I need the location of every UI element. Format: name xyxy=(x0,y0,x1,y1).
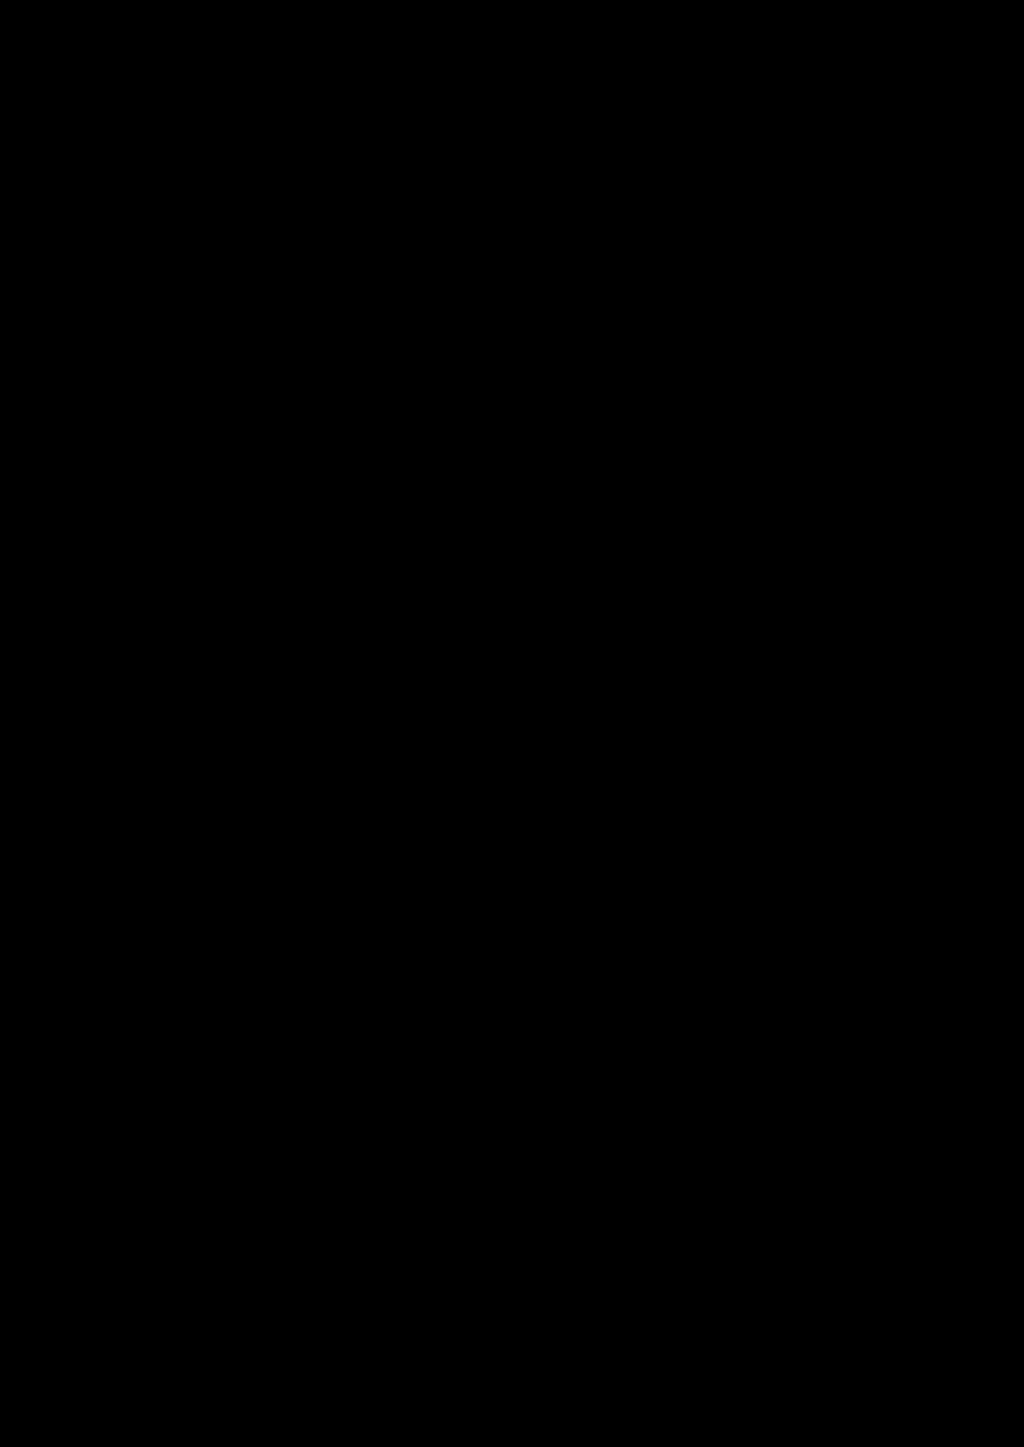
document-list xyxy=(189,127,939,1143)
list-item-4 xyxy=(189,466,939,576)
list-item-body xyxy=(224,127,939,182)
list-item-number: 8) xyxy=(189,823,202,840)
list-item-body xyxy=(224,466,939,576)
list-item-body xyxy=(224,322,939,450)
list-item-10 xyxy=(189,946,939,1019)
list-item-text: Oświadczenie Wykonawcy o braku wydania prawomocnego wyroku sądu skazującego za wykroczenie na karę ograniczenia wolności lub grzywny w zakresie określonym przez Zamawiającego na podstawie art. 24 ust. 5 pkt 5 i 6 ustawy; xyxy=(224,752,939,806)
list-item-text: Oświadczenie Wykonawcy o braku orzeczenia wobec niego tytułem środka zapobiegawczego zakazu ubiegania się o zamówienia publiczne; xyxy=(224,699,939,735)
list-item-text: Zaświadczenie właściwego naczelnika urzędu skarbowego potwierdzające, że Wykonawca nie zalega z opłacaniem podatków, wystawione nie wcześniej niż 3 miesiące przed upływem terminu składania ofert lub inny dokument potwierdzający, że Wykonawca zawarł porozumienie z właściwym organem podatkowym w sprawie spłat tych należności wraz z ewentualnymi odsetkami lub grzywnami, w szczególności uzyskał przewidziane prawem zwolnienie, odroczenie lub rozłożenie na raty zaległych płatności lub wstrzymanie w całości wykonania decyzji właściwego organu; xyxy=(224,197,939,306)
list-item-8 xyxy=(189,823,939,878)
list-item-11 xyxy=(189,1035,939,1053)
list-item-6 xyxy=(189,699,939,736)
list-item-body xyxy=(224,197,939,307)
list-item-5 xyxy=(189,592,939,684)
list-item-text: Zaświadczenie właściwej terenowej jednostki organizacyjnej Zakładu Ubezpieczeń Społecznych lub Kasy Rolniczego Ubezpieczenia Społecznego albo inny dokument potwierdzający, że Wykonawca nie zalega z opłacaniem składek na ubezpieczenia społeczne lub zdrowotne, wystawiony nie wcześniej niż 3 miesiące przed upływem terminu składania ofert, lub inny dokument potwierdzający, że Wykonawca zawarł porozumienie z właściwym organem w sprawie spłat tych należności wraz z ewentualnymi odsetkami lub grzywnami, w szczególności uzyskał przewidziane prawem zwolnienie, odroczenie lub rozłożenie na raty zaległych płatności lub wstrzymanie w całości wykonania decyzji właściwego organu; xyxy=(224,322,939,449)
list-item-text: Odpis z właściwego rejestru lub z centralnej ewidencji i informacji o działalności gospodarczej, jeżeli odrębne przepisy wymagają wpisu do rejestru lub ewidencji, w celu potwierdzenia braku podstaw wykluczenia na podstawie art. 24 ust. 5 pkt 1 ustawy. xyxy=(224,467,939,520)
list-item-bold-text: Zgodnie z art. 26 ust. 2f ustawy Pzp Zamawiający, w celu zapewnienia odpowiedniego przebiegu postępowania o udzielenie zamówienia, tj. w celu weryfikacji osób uprawnionych do reprezentowania Wykonawcy i składania oświadczenia woli, wzywa Wykonawców do złożenia dokumentu wraz z ofertą; xyxy=(224,503,940,575)
list-item-7 xyxy=(189,752,939,807)
list-item-number: 9) xyxy=(189,894,202,911)
list-item-12 xyxy=(189,1069,939,1142)
list-item-number: 2) xyxy=(189,197,202,214)
list-item-number: 5) xyxy=(189,593,202,610)
list-item-body xyxy=(224,1069,939,1142)
list-item-number: 10) xyxy=(189,947,210,964)
list-item-number: 11) xyxy=(189,1035,209,1052)
document-content xyxy=(189,74,939,1142)
list-item-body xyxy=(224,946,939,1019)
list-item-body xyxy=(224,894,939,931)
list-item-body xyxy=(224,823,939,878)
list-item-text: Informacja z Krajowego Rejestru Karnego w zakresie określonym w art. 24 ust. 1 pkt 13, 14 i 21 ustawy oraz, odnośnie skazania za wykroczenie na karę aresztu, w zakresie określonym przez Zamawiającego na podstawie art. 24 ust. 5 pkt 5 i 6 ustawy, wystawiona nie wcześniej niż 6 miesięcy przed upływem terminu składania ofert; xyxy=(224,127,939,181)
list-item-text: Oświadczenia, o których mowa w pkt 5-10 należy złożyć wg wzoru w załączniku do SIWZ. xyxy=(224,1035,789,1052)
list-item-3 xyxy=(189,322,939,450)
list-item-9 xyxy=(189,894,939,931)
list-item-number: 6) xyxy=(189,699,202,716)
list-item-1 xyxy=(189,127,939,182)
list-item-text: Oświadczenie Wykonawcy o niezaleganiu z opłacaniem podatków i opłat lokalnych, o których mowa w ustawie z dnia 12 stycznia 1991 r. o podatkach i opłatach lokalnych (t. j. Dz. U. z 2017 r. poz. 1785, 2141); xyxy=(224,894,939,929)
list-item-bold-text: Zamawiający żąda od Wykonawcy, który polega na zdolnościach lub sytuacji innych podmiotów na zasadach określonych w art. 22a ustawy Pzp, przedstawienia w odniesieniu do tych podmiotów dokumentów wymienionych w pkt 1–9. Zgodnie z art. 26 ust. 2f ustawy Pzp Zamawiający wzywa Wykonawców do złożenia wraz z ofertą dokumentu z pkt 4, dotyczącego innych podmiotów. xyxy=(224,1070,939,1142)
list-item-text: Oświadczenia Wykonawcy o przynależności albo braku przynależności do tej samej grupy kapitałowej; w przypadku przynależności do tej samej grupy kapitałowej Wykonawca może złożyć wraz z oświadczeniem dokumenty bądź informacje potwierdzające, że powiązania z innym Wykonawcą nie prowadzą do zakłócenia konkurencji w postępowaniu. xyxy=(224,947,939,1019)
list-item-body xyxy=(224,1035,939,1053)
list-item-number: 12) xyxy=(189,1070,210,1087)
list-item-text: Oświadczenie Wykonawcy o braku wydania wobec niego prawomocnego wyroku sądu lub ostatecznej decyzji administracyjnej o zaleganiu z uiszczaniem podatków, opłat lub składek na ubezpieczenia społeczne lub zdrowotne albo – w przypadku wydania takiego wyroku lub decyzji – dokumentów potwierdzających dokonanie płatności tych należności wraz z ewentualnymi odsetkami lub grzywnami lub zawarcie wiążącego porozumienia w sprawie spłat tych należności; xyxy=(224,593,939,683)
list-item-2 xyxy=(189,197,939,307)
list-item-body xyxy=(224,699,939,736)
list-item-number: 4) xyxy=(189,467,202,484)
document-heading: Wykaz oświadczeń lub dokumentów, składanych przez Wykonawcę w postępowaniu na wezwanie Zamawiającego w celu potwierdzenia okoliczności, o których mowa w art. 25 ust. 1 pkt 3 ustawy Pzp: xyxy=(189,75,939,110)
list-item-body xyxy=(224,592,939,684)
list-item-number: 3) xyxy=(189,322,202,339)
list-item-body xyxy=(224,752,939,807)
list-item-number: 1) xyxy=(189,127,202,144)
list-item-number: 7) xyxy=(189,752,202,769)
list-item-text: Oświadczenie Wykonawcy o braku wydania wobec niego ostatecznej decyzji administracyjnej o naruszeniu obowiązków wynikających z przepisów prawa pracy, prawa ochrony środowiska lub przepisów o zabezpieczeniu społecznym w zakresie określonym przez Zamawiającego na podstawie art. 24 ust. 5 pkt 7 ustawy; xyxy=(224,823,939,877)
